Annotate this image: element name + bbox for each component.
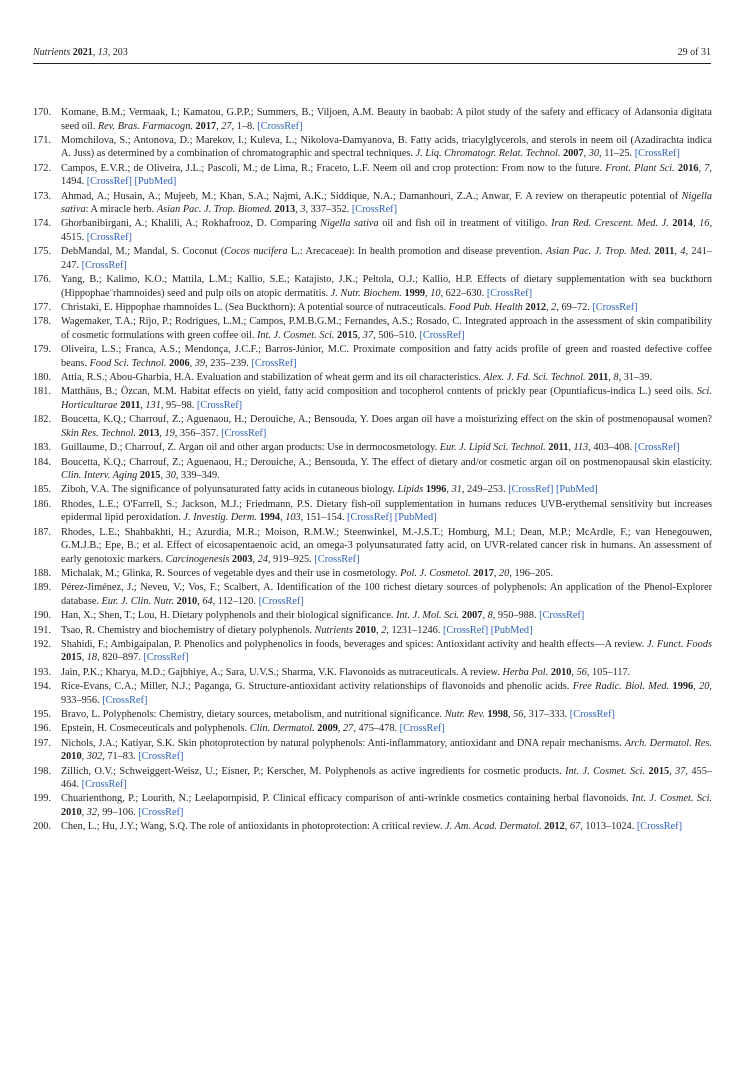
reference-text: , 475–478. — [353, 723, 400, 735]
reference-text: Epstein, H. Cosmeceuticals and polyphenols. — [61, 723, 250, 735]
reference-year: 1996 — [425, 484, 447, 496]
journal-volume: 13 — [97, 47, 108, 58]
reference-text: Attia, R.S.; Abou-Gharbia, H.A. Evaluation and stabilization of wheat germ and its oil characteristics. — [61, 372, 484, 384]
reference-number: 170. — [33, 107, 52, 118]
reference-number: 179. — [33, 344, 52, 356]
crossref-link[interactable]: [CrossRef] — [486, 287, 533, 299]
reference-text: , — [189, 357, 195, 369]
reference-year: 2010 — [176, 595, 198, 607]
reference-italic: Clin. Interv. Aging — [61, 470, 138, 482]
reference-text: Komane, B.M.; Vermaak, I.; Kamatou, G.P.P.; Summers, B.; Viljoen, A.M. Beauty in baobab: A pilot study of the safety and efficacy of Adansonia digitata seed oil. — [61, 107, 712, 132]
reference-italic: Arch. Dermatol. Res. — [624, 737, 712, 749]
reference-year: 2013 — [138, 427, 160, 439]
reference-year: 2015 — [648, 765, 670, 777]
reference-text: , 622–630. — [440, 287, 487, 299]
page-header — [33, 47, 711, 61]
reference-text: , 1231–1246. — [386, 624, 443, 636]
reference-italic: Skin Res. Technol. — [61, 427, 137, 439]
reference-text: Nichols, J.A.; Katiyar, S.K. Skin photoprotection by natural polyphenols: Anti-inflammatory, antioxidant and DNA repair mechanisms. — [61, 737, 625, 749]
reference-text: Ziboh, V.A. The significance of polyunsaturated fatty acids in cutaneous biology. — [61, 484, 398, 496]
reference-number: 184. — [33, 456, 52, 468]
reference-text: L.: Arecaceae): In health promotion and disease prevention. — [287, 246, 546, 258]
reference-italic: Food Sci. Technol. — [89, 357, 167, 369]
reference-text: Matthäus, B.; Özcan, M.M. Habitat effects on yield, fatty acid composition and tocopherol contents of prickly pear (Opuntiaficus-indica L.) seed oils. — [61, 386, 697, 398]
crossref-link[interactable]: [CrossRef] — [221, 427, 267, 439]
reference-text: , — [669, 765, 676, 777]
reference-number: 183. — [33, 442, 52, 454]
reference-item — [33, 190, 712, 217]
reference-text: oil and fish oil in treatment of vitiligo. — [378, 218, 552, 230]
reference-italic: J. Nutr. Biochem. — [330, 287, 402, 299]
reference-number: 193. — [33, 666, 52, 678]
reference-italic: J. Am. Acad. Dermatol. — [445, 821, 542, 833]
reference-text: , — [571, 666, 577, 678]
reference-text: , — [140, 399, 146, 411]
reference-italic: 8 — [487, 610, 493, 622]
reference-italic: Int. J. Mol. Sci. — [396, 610, 460, 622]
reference-text: Chen, L.; Hu, J.Y.; Wang, S.Q. The role of antioxidants in photoprotection: A critical review. — [61, 821, 446, 833]
crossref-link[interactable]: [CrossRef] — [592, 302, 638, 314]
reference-italic: 113 — [573, 442, 589, 454]
reference-number: 173. — [33, 190, 52, 202]
reference-italic: Herba Pol. — [502, 666, 549, 678]
reference-text: , — [81, 751, 87, 763]
crossref-link[interactable]: [CrossRef] — [419, 329, 465, 341]
reference-item — [33, 792, 712, 819]
reference-italic: 37 — [362, 329, 374, 341]
reference-item — [33, 413, 712, 440]
reference-text: Christaki, E. Hippophae rhamnoides L. (Sea Buckthorn): A potential source of nutraceuticals. — [61, 302, 449, 314]
reference-number: 191. — [33, 624, 52, 636]
reference-text: , — [159, 427, 165, 439]
reference-text: , 151–154. — [300, 512, 348, 524]
reference-italic: 37 — [675, 765, 686, 777]
reference-year: 2012 — [525, 302, 547, 314]
reference-year: 2011 — [548, 442, 569, 454]
reference-italic: Alex. J. Fd. Sci. Technol. — [483, 372, 586, 384]
reference-text: , — [564, 821, 570, 833]
crossref-link[interactable]: [CrossRef] — [257, 120, 303, 132]
reference-italic: 16 — [699, 218, 710, 230]
reference-item — [33, 722, 712, 736]
pubmed-link[interactable]: [PubMed] — [555, 484, 598, 496]
reference-item — [33, 624, 712, 638]
reference-number: 178. — [33, 316, 52, 328]
reference-text: Wagemaker, T.A.; Rijo, P.; Rodrigues, L.M.; Campos, P.M.B.G.M.; Fernandes, A.S.; Rosado, C. Integrated approach in the assessment of skin compatibility of cosmetic formulations with green coffee oil. — [61, 316, 712, 341]
reference-year: 1994 — [259, 512, 281, 524]
reference-italic: Food Pub. Health — [448, 302, 523, 314]
reference-number: 189. — [33, 582, 52, 594]
journal-year: 2021 — [72, 47, 93, 58]
reference-text: Yang, B.; Kalimo, K.O.; Mattila, L.M.; Kallio, S.E.; Katajisto, J.K.; Peltola, O.J.; Kallio, H.P. Effects of dietary supplementation with sea buckthorn (Hippophae¨rhamnoides) seed and pulp oils on atopic dermatitis. — [61, 274, 712, 299]
reference-italic: Eur. J. Lipid Sci. Technol. — [439, 442, 546, 454]
reference-text: , 69–72. — [556, 302, 593, 314]
reference-year: 2015 — [337, 329, 358, 341]
reference-item — [33, 638, 712, 665]
reference-text: , — [482, 610, 488, 622]
reference-text: Jain, P.K.; Kharya, M.D.; Gajbhiye, A.; Sara, U.V.S.; Sharma, V.K. Flavonoids as nutraceuticals. A review. — [61, 666, 503, 678]
crossref-link[interactable]: [CrossRef] — [539, 610, 585, 622]
reference-item — [33, 162, 712, 189]
reference-text: , — [160, 470, 166, 482]
reference-italic: 302 — [86, 751, 103, 763]
reference-text: , — [698, 162, 705, 174]
reference-text: , — [508, 708, 514, 720]
reference-text: Boucetta, K.Q.; Charrouf, Z.; Aguenaou, H.; Derouiche, A.; Bensouda, Y. Does argan oil have a moisturizing effect on the skin of postmenopausal women? — [61, 414, 712, 426]
reference-year: 1999 — [404, 287, 426, 299]
reference-year: 2013 — [274, 204, 296, 216]
reference-text: , 933–956. — [61, 681, 712, 706]
reference-text: , 235–239. — [205, 357, 252, 369]
reference-item — [33, 385, 712, 412]
journal-citation: Nutrients 2021, 13, 203 — [33, 47, 128, 58]
reference-text: , — [295, 204, 301, 216]
reference-italic: 20 — [699, 681, 710, 693]
crossref-link[interactable]: [CrossRef] — [399, 723, 445, 735]
crossref-link[interactable]: [CrossRef] — [138, 806, 184, 818]
reference-italic: 18 — [86, 652, 98, 664]
reference-item — [33, 371, 712, 385]
reference-number: 196. — [33, 723, 52, 735]
reference-year: 1998 — [487, 708, 508, 720]
reference-italic: 31 — [451, 484, 462, 496]
crossref-link[interactable]: [CrossRef] — [634, 148, 680, 160]
reference-italic: Nutr. Rev. — [444, 708, 485, 720]
reference-italic: Nigella sativa — [61, 190, 712, 216]
reference-number: 188. — [33, 567, 52, 579]
reference-italic: 56 — [513, 708, 524, 720]
header-rule — [33, 63, 711, 64]
reference-text: , 317–333. — [523, 708, 570, 720]
reference-italic: Lipids — [397, 484, 424, 496]
reference-item — [33, 526, 712, 567]
reference-italic: Nigella sativa — [320, 218, 379, 230]
reference-text: , — [692, 218, 700, 230]
reference-italic: 7 — [704, 162, 710, 174]
reference-text: , — [337, 723, 344, 735]
reference-italic: J. Investig. Derm. — [183, 512, 257, 524]
reference-italic: Iran Red. Crescent. Med. J. — [551, 218, 669, 230]
reference-number: 194. — [33, 681, 52, 693]
reference-italic: Int. J. Cosmet. Sci. — [565, 765, 646, 777]
pubmed-link[interactable]: [PubMed] — [490, 624, 533, 636]
crossref-link[interactable]: [CrossRef] — [143, 652, 189, 664]
reference-text: , — [216, 120, 222, 132]
reference-list — [33, 106, 712, 835]
reference-item — [33, 217, 712, 244]
reference-number: 182. — [33, 414, 52, 426]
page-number: 29 of 31 — [677, 47, 711, 58]
crossref-link[interactable]: [CrossRef] — [196, 399, 243, 411]
crossref-link[interactable]: [CrossRef] — [636, 821, 683, 833]
reference-number: 185. — [33, 484, 52, 496]
reference-text: , 919–925. — [267, 553, 315, 565]
reference-italic: 8 — [613, 372, 619, 384]
reference-text: , — [81, 652, 87, 664]
crossref-link[interactable]: [CrossRef] — [351, 204, 397, 216]
reference-year: 2015 — [139, 470, 161, 482]
crossref-link[interactable]: [CrossRef] — [102, 694, 148, 706]
reference-italic: Carcinogenesis — [165, 553, 230, 565]
reference-year: 2017 — [195, 120, 217, 132]
reference-text: , 337–352. — [305, 204, 352, 216]
reference-italic: 2 — [551, 302, 557, 314]
reference-italic: Asian Pac. J. Trop. Med. — [545, 246, 651, 258]
reference-item — [33, 456, 712, 483]
crossref-link[interactable]: [CrossRef] — [251, 357, 297, 369]
reference-item — [33, 245, 712, 272]
reference-year: 2017 — [473, 567, 494, 579]
reference-year: 2015 — [61, 652, 82, 664]
reference-text: , — [608, 372, 614, 384]
reference-text: , 455–464. — [61, 765, 713, 791]
pubmed-link[interactable]: [PubMed] — [134, 176, 177, 188]
reference-text: , 356–357. — [174, 427, 222, 439]
reference-italic: Asian Pac. J. Trop. Biomed. — [156, 204, 272, 216]
reference-text: , 11–25. — [599, 148, 635, 160]
reference-number: 186. — [33, 498, 52, 510]
crossref-link[interactable]: [CrossRef] — [569, 708, 615, 720]
reference-number: 199. — [33, 793, 52, 805]
reference-italic: Clin. Dermatol. — [249, 723, 315, 735]
reference-year: 2010 — [61, 806, 82, 818]
reference-italic: 2 — [381, 624, 387, 636]
reference-number: 200. — [33, 821, 52, 833]
reference-item — [33, 680, 712, 707]
crossref-link[interactable]: [CrossRef] — [442, 624, 489, 636]
reference-item — [33, 106, 712, 133]
reference-item — [33, 765, 712, 792]
reference-year: 2010 — [355, 624, 377, 636]
reference-italic: Int. J. Cosmet. Sci. — [632, 793, 713, 805]
reference-italic: Int. J. Cosmet. Sci. — [256, 329, 335, 341]
reference-item — [33, 609, 712, 623]
reference-year: 2011 — [120, 399, 141, 411]
reference-item — [33, 134, 712, 161]
crossref-link[interactable]: [CrossRef] — [86, 231, 132, 243]
reference-number: 171. — [33, 134, 52, 146]
reference-text: , 506–510. — [373, 329, 420, 341]
reference-text: Rhodes, L.E.; Shahbakhti, H.; Azurdia, M.R.; Moison, R.M.W.; Steenwinkel, M.-J.S.T.; Homburg, M.I.; Dean, M.P.; McArdle, F.; van Henegouwen, G.M.J.B.; Epe, B.; et al. Effect of eicosapentaenoic acid, an omega-3 polyunsaturated fatty acid, on UVR-related cancer risk in humans. An assessment of early genotoxic markers. — [61, 526, 712, 565]
reference-year: 2011 — [654, 246, 675, 258]
reference-item — [33, 737, 712, 764]
reference-text: , 112–120. — [212, 595, 259, 607]
reference-text: , 1013–1024. — [580, 821, 637, 833]
reference-text: , — [583, 148, 589, 160]
crossref-link[interactable]: [CrossRef] — [314, 553, 360, 565]
reference-number: 195. — [33, 708, 52, 720]
reference-text: , 820–897. — [97, 652, 144, 664]
reference-text: , 95–98. — [160, 399, 197, 411]
reference-text: , — [280, 512, 286, 524]
reference-italic: Front. Plant Sci. — [605, 162, 675, 174]
reference-number: 174. — [33, 218, 52, 230]
reference-item — [33, 581, 712, 608]
crossref-link[interactable]: [CrossRef] — [508, 484, 554, 496]
reference-text: , — [568, 442, 574, 454]
reference-italic: 30 — [588, 148, 600, 160]
journal-name: Nutrients — [33, 47, 71, 58]
reference-number: 177. — [33, 302, 52, 314]
reference-italic: 32 — [86, 806, 98, 818]
crossref-link[interactable]: [CrossRef] — [138, 751, 184, 763]
reference-year: 1996 — [672, 681, 694, 693]
reference-item — [33, 498, 712, 525]
reference-number: 190. — [33, 610, 52, 622]
reference-number: 181. — [33, 386, 52, 398]
reference-number: 187. — [33, 526, 52, 538]
reference-text: , — [446, 484, 452, 496]
reference-number: 192. — [33, 638, 52, 650]
reference-text: Momchilova, S.; Antonova, D.; Marekov, I.; Kuleva, L.; Nikolova-Damyanova, B. Fatty acids, triacylglycerols, and sterols in neem oil (Azadirachta indica A. Juss) as determined by a combination of chromatographic and spectral techniques. — [61, 134, 712, 160]
reference-text: : A miracle herb. — [85, 204, 157, 216]
reference-year: 2011 — [588, 372, 609, 384]
reference-year: 2014 — [672, 218, 693, 230]
reference-text: Pérez-Jiménez, J.; Neveu, V.; Vos, F.; Scalbert, A. Identification of the 100 richest dietary sources of polyphenols: An application of the Phenol-Explorer database. — [61, 582, 712, 607]
reference-italic: 27 — [343, 723, 354, 735]
reference-italic: J. Liq. Chromatogr. Relat. Technol. — [415, 148, 561, 160]
reference-text: , — [425, 287, 431, 299]
reference-text: , — [81, 806, 87, 818]
reference-text: Guillaume, D.; Charrouf, Z. Argan oil and other argan products: Use in dermocosmetology. — [61, 442, 440, 454]
reference-text: Han, X.; Shen, T.; Lou, H. Dietary polyphenols and their biological significance. — [61, 610, 397, 622]
reference-year: 2010 — [550, 666, 572, 678]
reference-text: , 99–106. — [97, 806, 139, 818]
reference-text: Chuarienthong, P.; Lourith, N.; Leelapornpisid, P. Clinical efficacy comparison of anti-wrinkle cosmetics containing herbal flavonoids. — [61, 793, 633, 805]
reference-italic: 19 — [164, 427, 175, 439]
reference-italic: 30 — [165, 470, 176, 482]
reference-italic: Pol. J. Cosmetol. — [400, 567, 471, 579]
reference-item — [33, 483, 712, 497]
reference-item — [33, 708, 712, 722]
reference-italic: Free Radic. Biol. Med. — [572, 681, 670, 693]
reference-text: Boucetta, K.Q.; Charrouf, Z.; Aguenaou, H.; Derouiche, A.; Bensouda, Y. The effect of dietary and/or cosmetic argan oil on postmenopausal skin elasticity. — [61, 456, 712, 468]
reference-italic: 67 — [569, 821, 581, 833]
reference-item — [33, 567, 712, 581]
reference-text: , 241–247. — [61, 246, 712, 271]
reference-italic: 64 — [202, 595, 213, 607]
reference-year: 2010 — [61, 751, 82, 763]
pubmed-link[interactable]: [PubMed] — [394, 512, 437, 524]
reference-year: 2012 — [544, 821, 565, 833]
reference-italic: 20 — [499, 567, 510, 579]
reference-text: , — [493, 567, 500, 579]
reference-italic: J. Funct. Foods — [646, 638, 712, 650]
reference-text: Ghorbanibirgani, A.; Khalili, A.; Rokhafrooz, D. Comparing — [61, 218, 321, 230]
reference-year: 2016 — [677, 162, 699, 174]
crossref-link[interactable]: [CrossRef] — [258, 595, 304, 607]
reference-number: 180. — [33, 372, 52, 384]
reference-item — [33, 666, 712, 680]
reference-text: DebMandal, M.; Mandal, S. Coconut ( — [61, 246, 225, 258]
reference-text: Michalak, M.; Glinka, R. Sources of vegetable dyes and their use in cosmetology. — [61, 567, 401, 579]
reference-text: , — [197, 595, 203, 607]
reference-italic: 56 — [576, 666, 587, 678]
reference-italic: 39 — [194, 357, 206, 369]
reference-number: 198. — [33, 765, 52, 777]
reference-text: Oliveira, L.S.; Franca, A.S.; Mendonça, J.C.F.; Barros-Júnior, M.C. Proximate composition and fatty acids profile of green and roasted defective coffee beans. — [61, 344, 712, 369]
reference-italic: 4 — [680, 246, 686, 258]
reference-text: , 1–8. — [231, 120, 258, 132]
reference-text: , 105–117. — [586, 666, 631, 678]
reference-italic: Sci. Horticulturae — [61, 386, 712, 411]
crossref-link[interactable]: [CrossRef] — [86, 176, 132, 188]
crossref-link[interactable]: [CrossRef] — [81, 259, 127, 271]
reference-item — [33, 343, 712, 370]
reference-italic: 3 — [300, 204, 306, 216]
reference-text: Zillich, O.V.; Schweiggert-Weisz, U.; Eisner, P.; Kerscher, M. Polyphenols as active ingredients for cosmetic products. — [61, 765, 566, 777]
reference-text: Tsao, R. Chemistry and biochemistry of dietary polyphenols. — [61, 624, 315, 636]
reference-text: Rhodes, L.E.; O'Farrell, S.; Jackson, M.J.; Friedmann, P.S. Dietary fish-oil supplementation in humans reduces UVB-erythemal sensitivity but increases epidermal lipid peroxidation. — [61, 498, 712, 524]
reference-italic: 103 — [285, 512, 301, 524]
reference-italic: 131 — [145, 399, 161, 411]
reference-text: Shahidi, F.; Ambigaipalan, P. Phenolics and polyphenolics in foods, beverages and spices: Antioxidant activity and health effects—A review. — [61, 638, 647, 650]
reference-italic: 24 — [257, 553, 268, 565]
reference-text: Rice-Evans, C.A.; Miller, N.J.; Paganga, G. Structure-antioxidant activity relationships of flavonoids and phenolic acids. — [61, 681, 573, 693]
crossref-link[interactable]: [CrossRef] — [81, 779, 127, 791]
reference-item — [33, 315, 712, 342]
crossref-link[interactable]: [CrossRef] — [347, 512, 393, 524]
reference-item — [33, 273, 712, 300]
reference-italic: Rev. Bras. Farmacogn. — [97, 120, 193, 132]
reference-text: Ahmad, A.; Husain, A.; Mujeeb, M.; Khan, S.A.; Najmi, A.K.; Siddique, N.A.; Damanhouri, Z.A.; Anwar, F. A review on therapeutic potential of — [61, 190, 682, 202]
crossref-link[interactable]: [CrossRef] — [634, 442, 680, 454]
reference-year: 2006 — [169, 357, 190, 369]
reference-text: , 1494. — [61, 162, 712, 188]
reference-number: 172. — [33, 162, 52, 174]
reference-text: , — [252, 553, 258, 565]
reference-year: 2007 — [563, 148, 584, 160]
reference-year: 2009 — [317, 723, 338, 735]
reference-text: Bravo, L. Polyphenols: Chemistry, dietary sources, metabolism, and nutritional significance. — [61, 708, 445, 720]
reference-italic: 10 — [430, 287, 441, 299]
reference-text: , — [357, 329, 363, 341]
reference-text: , — [674, 246, 681, 258]
reference-italic: 27 — [221, 120, 232, 132]
reference-item — [33, 301, 712, 315]
article-number: 203 — [112, 47, 128, 58]
reference-number: 197. — [33, 737, 52, 749]
reference-text: , 71–83. — [102, 751, 139, 763]
reference-italic: Eur. J. Clin. Nutr. — [101, 595, 174, 607]
reference-text: , 403–408. — [588, 442, 635, 454]
reference-number: 175. — [33, 246, 52, 258]
reference-text: , 196–205. — [509, 567, 554, 579]
reference-number: 176. — [33, 274, 52, 286]
reference-text: , — [376, 624, 382, 636]
reference-text: , 4515. — [61, 218, 713, 243]
reference-year: 2007 — [461, 610, 483, 622]
reference-text: Campos, E.V.R.; de Oliveira, J.L.; Pascoli, M.; de Lima, R.; Fraceto, L.F. Neem oil and crop protection: From now to the future. — [61, 162, 606, 174]
reference-italic: Cocos nucifera — [224, 246, 288, 258]
reference-item — [33, 820, 712, 834]
reference-text: , — [546, 302, 552, 314]
reference-text: , 31–39. — [618, 372, 653, 384]
reference-italic: Nutrients — [314, 624, 353, 636]
reference-text: , 339–349. — [175, 470, 220, 482]
reference-item — [33, 441, 712, 455]
reference-text: , 950–988. — [492, 610, 540, 622]
reference-text: , — [693, 681, 700, 693]
reference-year: 2003 — [231, 553, 253, 565]
reference-text: , 249–253. — [461, 484, 509, 496]
